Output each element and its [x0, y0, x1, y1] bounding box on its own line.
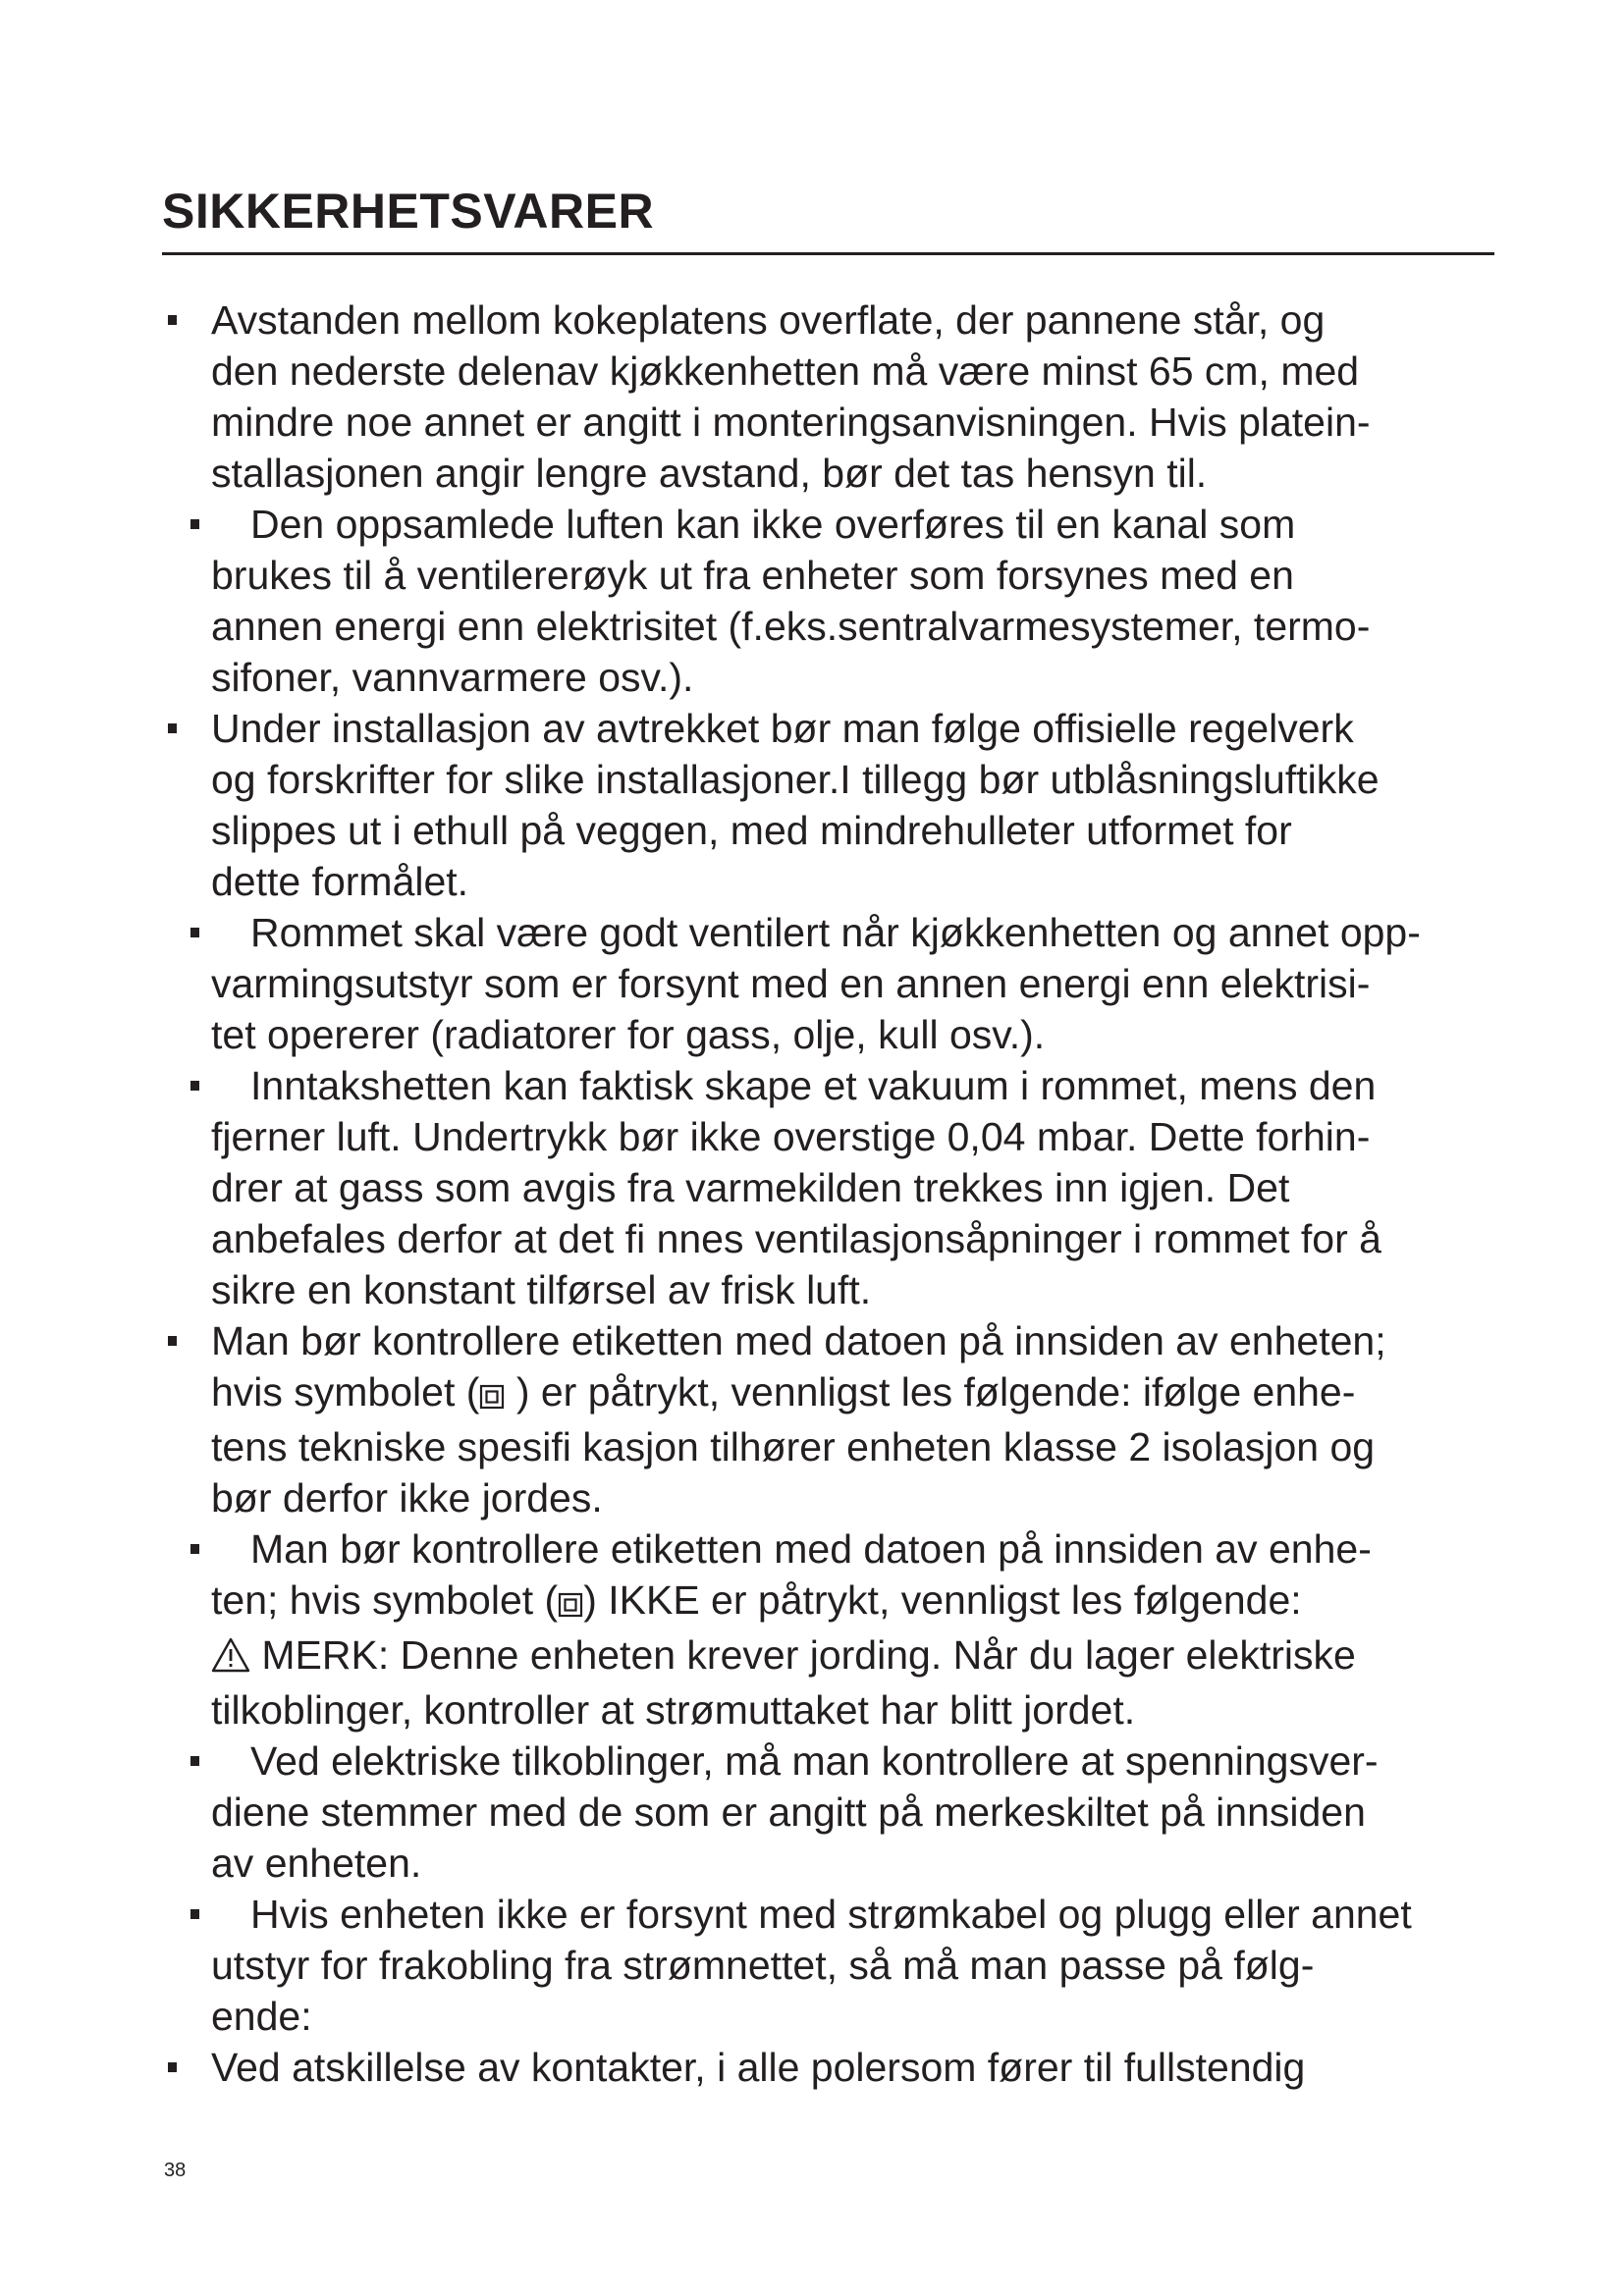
list-item: Avstanden mellom kokeplatens overflate, der pannene står, og den nederste delenav kjøkkenhetten må være minst 65 cm, med mindre noe annet er angitt i monteringsanvisningen. Hvis platein- stallasjonen angir lengre avstand, bør det tas hensyn til.	[0, 294, 1624, 499]
title-divider	[162, 252, 1494, 255]
class-2-insulation-icon	[479, 1370, 505, 1421]
bullet-marker	[168, 1336, 177, 1346]
list-item: Ved elektriske tilkoblinger, må man kontrollere at spenningsver- diene stemmer med de som er angitt på merkeskiltet på innsiden av enheten.	[0, 1735, 1624, 1889]
bullet-marker	[168, 723, 177, 733]
page-title: SIKKERHETSVARER	[162, 184, 655, 239]
bullet-marker	[190, 928, 199, 937]
class-2-insulation-icon	[558, 1578, 583, 1629]
bullet-marker	[190, 519, 199, 529]
list-item: Ved atskillelse av kontakter, i alle polersom fører til fullstendig	[0, 2042, 1624, 2093]
bullet-marker	[190, 1544, 199, 1554]
list-item: Under installasjon av avtrekket bør man følge offisielle regelverk og forskrifter for slike installasjoner.I tillegg bør utblåsningsluftikke slippes ut i ethull på veggen, med mindrehulleter utformet for dette formålet.	[0, 703, 1624, 907]
bullet-marker	[168, 315, 177, 325]
bullet-marker	[190, 1081, 199, 1091]
bullet-marker	[168, 2062, 177, 2072]
bullet-marker	[190, 1909, 199, 1919]
list-item: Hvis enheten ikke er forsynt med strømkabel og plugg eller annet utstyr for frakobling fra strømnettet, så må man passe på følg- ende:	[0, 1889, 1624, 2042]
list-item: Rommet skal være godt ventilert når kjøkkenhetten og annet opp- varmingsutstyr som er forsynt med en annen energi enn elektrisi- tet opererer (radiatorer for gass, olje, kull osv.).	[0, 907, 1624, 1060]
page-number: 38	[164, 2160, 187, 2181]
bullet-marker	[190, 1756, 199, 1766]
safety-bullet-list	[0, 294, 1624, 2093]
warning-triangle-icon	[211, 1633, 250, 1684]
list-item: Inntakshetten kan faktisk skape et vakuum i rommet, mens den fjerner luft. Undertrykk bør ikke overstige 0,04 mbar. Dette forhin- drer at gass som avgis fra varmekilden trekkes inn igjen. Det anbefales derfor at det fi nnes ventilasjonsåpninger i rommet for å sikre en konstant tilførsel av frisk luft.	[0, 1060, 1624, 1315]
list-item: Man bør kontrollere etiketten med datoen på innsiden av enheten; hvis symbolet ( ) er påtrykt, vennligst les følgende: ifølge enhe- tens tekniske spesifi kasjon tilhører enheten klasse 2 isolasjon og bør derfor ikke jordes.	[0, 1315, 1624, 1523]
list-item: Man bør kontrollere etiketten med datoen på innsiden av enhe- ten; hvis symbolet ( ) IKKE er påtrykt, vennligst les følgende: MERK: Denne enheten krever jording. Når du lager elektriske tilkoblinger, kontroller at strømuttaket har blitt jordet.	[0, 1523, 1624, 1735]
list-item: Den oppsamlede luften kan ikke overføres til en kanal som brukes til å ventilererøyk ut fra enheter som forsynes med en annen energi enn elektrisitet (f.eks.sentralvarmesystemer, termo- sifoner, vannvarmere osv.).	[0, 499, 1624, 703]
